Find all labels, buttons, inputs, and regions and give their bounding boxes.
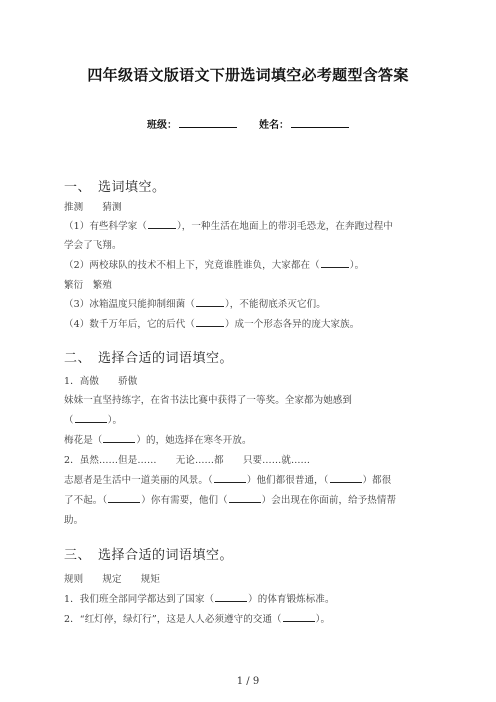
- answer-blank[interactable]: [196, 297, 224, 307]
- section-2-question-4-cont: 助。: [64, 515, 84, 526]
- class-blank[interactable]: [179, 119, 237, 128]
- section-1-question-1: （1）有些科学家（ ），一种生活在地面上的带羽毛恐龙，在奔跑过程中: [64, 221, 394, 232]
- section-2-question-3: 志愿者是生活中一道美丽的风景。（ ）他们都很普通，（ ）都很: [64, 475, 392, 486]
- section-1-question-4: （4）数千万年后，它的后代（ ）成一个形态各异的庞大家族。: [64, 319, 360, 330]
- answer-blank[interactable]: [215, 592, 247, 602]
- section-1-words-a: 推测 猜测: [64, 202, 122, 213]
- answer-blank[interactable]: [229, 493, 261, 503]
- section-3-heading: 三、 选择合适的词语填空。: [64, 548, 234, 563]
- name-label: 姓名：: [259, 120, 289, 131]
- name-blank[interactable]: [291, 119, 349, 128]
- section-1-heading: 一、 选词填空。: [64, 180, 166, 195]
- section-3-question-2: 2．“红灯停，绿灯行”，这是人人必须遵守的交通（ ）。: [64, 614, 331, 625]
- page-indicator: 1 / 9: [236, 676, 260, 687]
- section-2-question-1: 妹妹一直坚持练字，在省书法比赛中获得了一等奖。全家都为她感到: [64, 395, 353, 406]
- section-2-words-b: 2．虽然……但是…… 无论……都 只要……就……: [64, 455, 311, 466]
- answer-blank[interactable]: [330, 473, 362, 483]
- answer-blank[interactable]: [283, 612, 315, 622]
- answer-blank[interactable]: [214, 473, 246, 483]
- section-3-words: 规则 规定 规矩: [64, 574, 161, 585]
- class-label: 班级：: [147, 120, 177, 131]
- class-name-line: [0, 116, 496, 131]
- section-2-words-a: 1．高傲 骄傲: [64, 376, 138, 387]
- answer-blank[interactable]: [148, 219, 176, 229]
- answer-blank[interactable]: [196, 317, 224, 327]
- section-1-words-b: 繁衍 繁殖: [64, 280, 113, 291]
- answer-blank[interactable]: [75, 413, 107, 423]
- section-2-heading: 二、 选择合适的词语填空。: [64, 351, 234, 366]
- answer-blank[interactable]: [108, 493, 140, 503]
- section-1-question-1-cont: 学会了飞翔。: [64, 240, 122, 251]
- answer-blank[interactable]: [321, 258, 349, 268]
- section-2-question-4: 了不起。（ ）你有需要，他们（ ）会出现在你面前，给予热情帮: [64, 495, 397, 506]
- answer-blank[interactable]: [103, 433, 135, 443]
- section-2-question-1-cont: （ ）。: [64, 415, 123, 426]
- section-2-question-2: 梅花是（ ）的，她选择在寒冬开放。: [64, 435, 252, 446]
- section-1-question-2: （2）两校球队的技术不相上下，究竟谁胜谁负，大家都在（ ）。: [64, 260, 365, 271]
- section-3-question-1: 1．我们班全部同学都达到了国家（ ）的体育锻炼标准。: [64, 594, 335, 605]
- section-1-question-3: （3）冰箱温度只能抑制细菌（ ），不能彻底杀灭它们。: [64, 299, 326, 310]
- document-title: 四年级语文版语文下册选词填空必考题型含答案: [87, 66, 409, 84]
